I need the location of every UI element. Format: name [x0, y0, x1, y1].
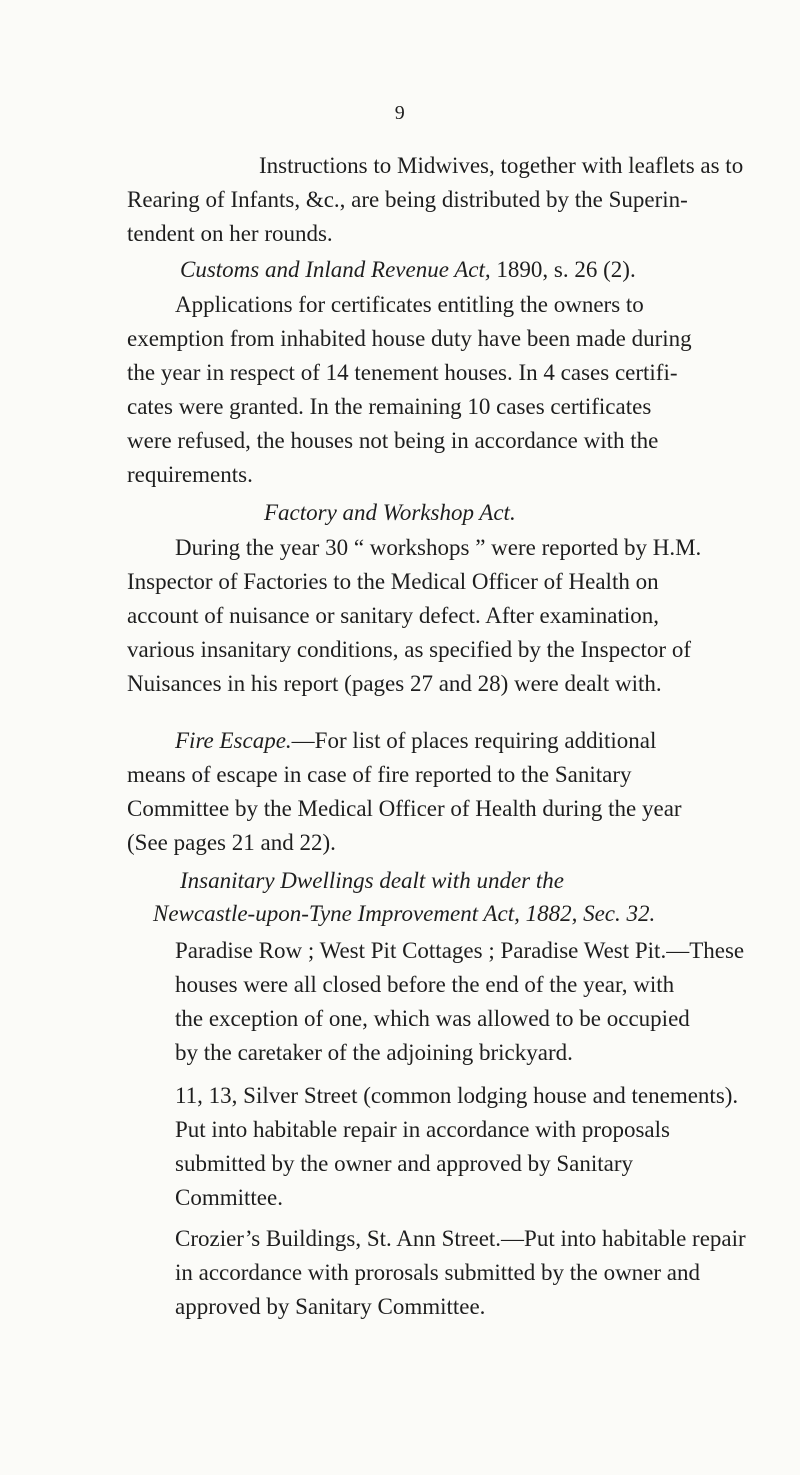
paragraph-line: Inspector of Factories to the Medical Officer of Health on — [127, 569, 659, 594]
paragraph-line: the exception of one, which was allowed to be occupied — [175, 1006, 690, 1031]
paragraph-line: Paradise Row ; West Pit Cottages ; Paradise West Pit.—These — [175, 938, 745, 963]
paragraph-line: means of escape in case of fire reported to the Sanitary — [127, 762, 632, 787]
paragraph-line: account of nuisance or sanitary defect. After examination, — [127, 603, 659, 628]
heading-title: Factory and Workshop Act. — [264, 500, 516, 525]
paragraph-croziers-buildings — [127, 1222, 746, 1324]
paragraph-line: approved by Sanitary Committee. — [175, 1294, 486, 1319]
section-heading-customs — [180, 253, 636, 287]
heading-line: Newcastle-upon-Tyne Improvement Act, 1882, Sec. 32. — [153, 901, 656, 926]
section-heading-insanitary — [180, 864, 564, 898]
paragraph-line: houses were all closed before the end of the year, with — [175, 972, 675, 997]
paragraph-line: Nuisances in his report (pages 27 and 28) were dealt with. — [127, 671, 662, 696]
paragraph-line: were refused, the houses not being in accordance with the — [127, 428, 659, 453]
page-number: 9 — [394, 102, 406, 124]
paragraph-midwives — [127, 149, 744, 251]
paragraph-factory — [127, 531, 702, 701]
paragraph-paradise — [127, 934, 745, 1070]
heading-line: Insanitary Dwellings dealt with under the — [180, 868, 564, 893]
heading-reference: 1890, s. 26 (2). — [496, 257, 636, 282]
section-heading-insanitary-line2 — [153, 897, 655, 931]
paragraph-line: During the year 30 “ workshops ” were reported by H.M. — [175, 535, 702, 560]
paragraph-line: Put into habitable repair in accordance with proposals — [175, 1117, 670, 1142]
paragraph-line: (See pages 21 and 22). — [127, 830, 336, 855]
paragraph-line: submitted by the owner and approved by Sanitary — [175, 1151, 633, 1176]
paragraph-line: cates were granted. In the remaining 10 cases certificates — [127, 394, 652, 419]
fire-escape-label: Fire Escape. — [175, 728, 292, 753]
paragraph-line — [127, 724, 697, 758]
section-heading-factory — [264, 496, 516, 530]
paragraph-line: tendent on her rounds. — [127, 221, 333, 246]
paragraph-line: Applications for certificates entitling the owners to — [175, 292, 644, 317]
paragraph-customs — [127, 288, 697, 492]
paragraph-line: the year in respect of 14 tenement houses. In 4 cases certifi- — [127, 360, 678, 385]
paragraph-line: by the caretaker of the adjoining brickyard. — [175, 1040, 573, 1065]
paragraph-line: Rearing of Infants, &c., are being distributed by the Superin- — [127, 187, 688, 212]
paragraph-line: various insanitary conditions, as specified by the Inspector of — [127, 637, 691, 662]
fire-escape-text: —For list of places requiring additional — [291, 728, 657, 753]
paragraph-line: 11, 13, Silver Street (common lodging house and tenements). — [175, 1083, 739, 1108]
paragraph-line: Committee by the Medical Officer of Health during the year — [127, 796, 682, 821]
paragraph-silver-street — [127, 1079, 739, 1215]
paragraph-fire-escape — [127, 724, 697, 860]
paragraph-line: requirements. — [127, 462, 253, 487]
paragraph-line: Committee. — [175, 1185, 283, 1210]
paragraph-line: Crozier’s Buildings, St. Ann Street.—Put into habitable repair — [175, 1226, 746, 1251]
heading-title: Customs and Inland Revenue Act, — [180, 257, 491, 282]
paragraph-line: in accordance with prorosals submitted by the owner and — [175, 1260, 701, 1285]
paragraph-line: exemption from inhabited house duty have been made during — [127, 326, 692, 351]
paragraph-line: Instructions to Midwives, together with leaflets as to — [259, 153, 744, 178]
